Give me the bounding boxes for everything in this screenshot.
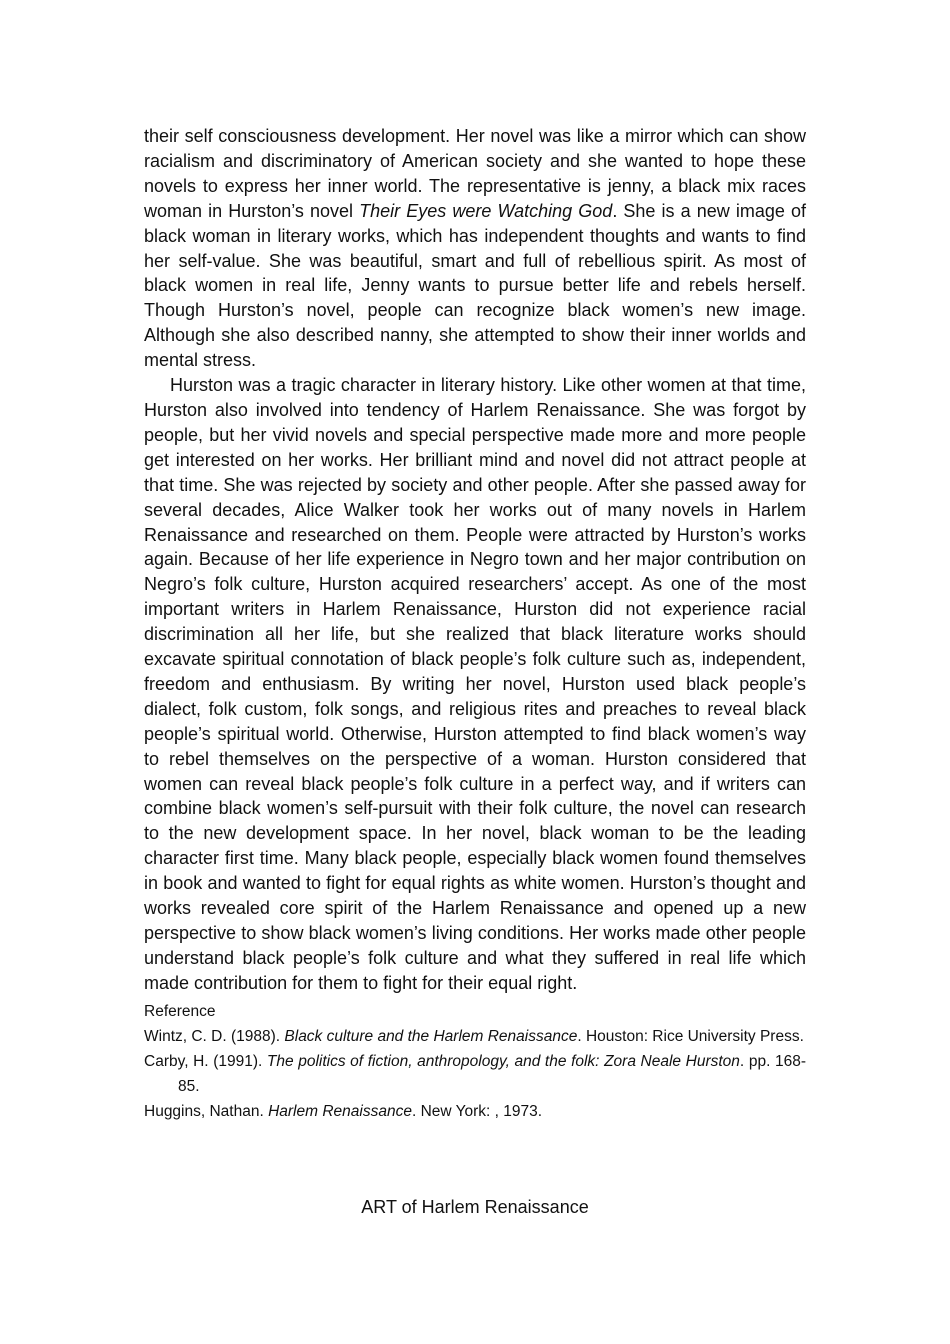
reference-title: Black culture and the Harlem Renaissance [284, 1027, 578, 1045]
document-page [144, 124, 806, 1124]
reference-title: The politics of fiction, anthropology, and the folk: Zora Neale Hurston [266, 1052, 740, 1070]
reference-details: . Houston: Rice University Press. [577, 1027, 804, 1045]
reference-item-3 [144, 1099, 806, 1124]
reference-title: Harlem Renaissance [268, 1102, 412, 1120]
novel-title: Their Eyes were Watching God [359, 200, 613, 221]
reference-author: Wintz, C. D. (1988). [144, 1027, 285, 1045]
reference-details: . pp. 168-85. [178, 1052, 806, 1095]
paragraph-1-text-b: . She is a new image of black woman in literary works, which has independent thoughts and wants to find her self-value. She was beautiful, smart and full of rebellious spirit. As most of black women in real life, Jenny wants to pursue better life and rebels herself. Though Hurston’s novel, people can recognize black women’s new image. Although she also described nanny, she attempted to show their inner worlds and mental stress. [144, 200, 806, 371]
reference-author: Huggins, Nathan. [144, 1102, 269, 1120]
reference-author: Carby, H. (1991). [144, 1052, 267, 1070]
reference-heading: Reference [144, 1002, 216, 1020]
reference-item-1 [144, 1024, 806, 1049]
reference-details: . New York: , 1973. [411, 1102, 543, 1120]
body-paragraph-1 [144, 124, 806, 373]
reference-item-2 [144, 1049, 806, 1099]
page-footer: ART of Harlem Renaissance [361, 1197, 589, 1217]
body-paragraph-2: Hurston was a tragic character in literary history. Like other women at that time, Hurston also involved into tendency of Harlem Renaissance. She was forgot by people, but her vivid novels and special perspective made more and more people get interested on her works. Her brilliant mind and novel did not attract people at that time. She was rejected by society and other people. After she passed away for several decades, Alice Walker took her works out of many novels in Harlem Renaissance and researched on them. People were attracted by Hurston’s works again. Because of her life experience in Negro town and her major contribution on Negro’s folk culture, Hurston acquired researchers’ accept. As one of the most important writers in Harlem Renaissance, Hurston did not experience racial discrimination all her life, but she realized that black literature works should excavate spiritual connotation of black people’s folk culture such as, independent, freedom and enthusiasm. By writing her novel, Hurston used black people’s dialect, folk custom, folk songs, and religious rites and preaches to reveal black people’s spiritual world. Otherwise, Hurston attempted to find black women’s way to rebel themselves on the perspective of a woman. Hurston considered that women can reveal black people’s folk culture in a perfect way, and if writers can combine black women’s self-pursuit with their folk culture, the novel can research to the new development space. In her novel, black woman to be the leading character first time. Many black people, especially black women found themselves in book and wanted to fight for equal rights as white women. Hurston’s thought and works revealed core spirit of the Harlem Renaissance and opened up a new perspective to show black women’s living conditions. Her works made other people understand black people’s folk culture and what they suffered in real life which made contribution for them to fight for their equal right. [144, 375, 806, 993]
paragraph-1-text-a: their self consciousness development. Her novel was like a mirror which can show racialism and discriminatory of American society and she wanted to hope these novels to express her inner world. The representative is jenny, a black mix races woman in Hurston’s novel [144, 126, 806, 221]
